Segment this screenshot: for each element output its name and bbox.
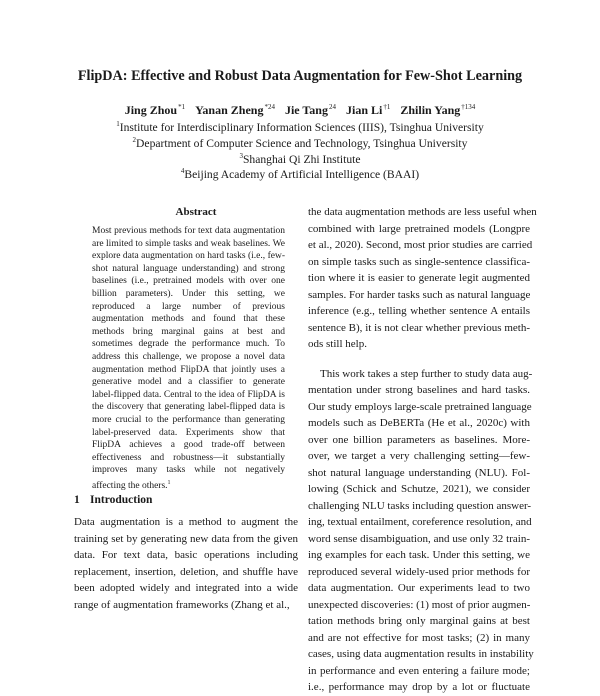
text-line: and are not effective for most tasks; (2) in many bbox=[308, 631, 530, 644]
text-line: tation methods bring only marginal gains at best bbox=[308, 615, 530, 627]
affiliation-text: Shanghai Qi Zhi Institute bbox=[242, 153, 361, 166]
author-name bbox=[346, 103, 390, 117]
text-line: shot natural language understanding (NLU). Fol- bbox=[308, 466, 530, 479]
author-marks: †134 bbox=[461, 103, 476, 111]
author-marks: *24 bbox=[264, 103, 275, 111]
right-column bbox=[308, 204, 537, 696]
author-name bbox=[125, 103, 185, 117]
author-name bbox=[285, 103, 336, 117]
abstract-heading: Abstract bbox=[175, 206, 217, 218]
text-line: combined with large pretrained models (Longpre bbox=[308, 222, 530, 235]
section-heading bbox=[74, 493, 152, 507]
text-line: over one billion parameters as baselines. More- bbox=[308, 433, 530, 446]
author-marks: †1 bbox=[383, 103, 391, 111]
author-name-text: Yanan Zheng bbox=[195, 103, 264, 117]
affiliation-mark: 2 bbox=[132, 136, 137, 144]
text-line: This work takes a step further to study data aug- bbox=[320, 367, 533, 380]
text-line: sentence B), it is not clear whether previous meth- bbox=[308, 321, 530, 334]
section-number: 1 bbox=[74, 494, 80, 506]
text-line: word sense disambiguation, and use only 32 train- bbox=[308, 532, 530, 545]
paragraph-gap bbox=[308, 353, 530, 366]
author-name-text: Zhilin Yang bbox=[400, 103, 461, 117]
author-name bbox=[400, 103, 475, 117]
text-line: unexpected discoveries: (1) most of prior augmen- bbox=[308, 598, 531, 611]
author-name-text: Jing Zhou bbox=[124, 103, 178, 117]
text-line: inference (e.g., telling whether sentence A entails bbox=[308, 305, 530, 317]
text-line: on simple tasks such as single-sentence classifica- bbox=[308, 255, 530, 268]
affiliation-line bbox=[0, 163, 600, 183]
abstract-text: Most previous methods for text data augmentation are limited to simple tasks and weak baselines. We explore data augmentation on hard tasks (i.e., few-shot natural language understanding) and strong baselines (i.e., pretrained models with over one billion parameters). Under this setting, we reproduced a large number of previous augmentation methods and found that these methods bring marginal gains at best and sometimes degrade the performance much. To address this challenge, we propose a novel data augmentation method FlipDA that jointly uses a generative model and a classifier to generate label-flipped data. Central to the idea of FlipDA is the discovery that generating label-flipped data is more crucial to the performance than generating label-preserved data. Experiments show that FlipDA achieves a good trade-off between effectiveness and robustness—it substantially improves many tasks while not negatively affecting the others. bbox=[92, 226, 285, 491]
text-line: lowing (Schick and Schutze, 2021), we consider bbox=[308, 483, 530, 495]
author-name-text: Jie Tang bbox=[284, 103, 328, 117]
paper-title: FlipDA: Effective and Robust Data Augmentation for Few-Shot Learning bbox=[77, 68, 523, 84]
affiliation-mark: 4 bbox=[180, 167, 185, 175]
author-name bbox=[195, 103, 275, 117]
author-marks: 24 bbox=[328, 103, 336, 111]
text-line: data augmentation. Our experiments lead to two bbox=[308, 582, 530, 594]
text-line: challenging NLU tasks including question answer- bbox=[308, 499, 532, 512]
text-line: models such as DeBERTa (He et al., 2020c) with bbox=[308, 417, 530, 429]
affiliation-text: Department of Computer Science and Technology, Tsinghua University bbox=[136, 137, 468, 150]
text-line: et al., 2020). Second, most prior studies are carried bbox=[308, 239, 533, 251]
introduction-paragraph: Data augmentation is a method to augment the training set by generating new data from the given data. For text data, basic operations including replacement, insertion, deletion, and shuffle have been adopted widely and integrated into a wide range of augmentation frameworks (Zhang et al., bbox=[74, 516, 298, 611]
text-line: reproduced several widely-used prior methods for bbox=[308, 565, 530, 578]
text-line: in performance and even entering a failure mode; bbox=[308, 664, 530, 677]
text-line: i.e., performance may drop by a lot or fluctuate bbox=[308, 681, 530, 693]
footnote-mark: 1 bbox=[167, 479, 171, 486]
text-line: the data augmentation methods are less useful when bbox=[308, 206, 537, 218]
text-line: ods still help. bbox=[308, 338, 367, 350]
text-line: cases, using data augmentation results in instability bbox=[308, 648, 534, 660]
affiliation-mark: 3 bbox=[239, 152, 243, 160]
text-line: over, we target a very challenging setting—few- bbox=[308, 450, 530, 462]
abstract-body bbox=[92, 225, 285, 492]
affiliation-mark: 1 bbox=[116, 120, 120, 128]
text-line: samples. For harder tasks such as natural language bbox=[308, 288, 531, 301]
text-line: mentation under strong baselines and hard tasks. bbox=[308, 384, 530, 396]
author-name-text: Jian Li bbox=[345, 103, 383, 117]
author-marks: *1 bbox=[178, 103, 186, 111]
text-line: tion where it is easier to generate legit augmented bbox=[308, 272, 530, 284]
affiliation-text: Institute for Interdisciplinary Information Sciences (IIIS), Tsinghua University bbox=[119, 121, 484, 134]
text-line: ing, textual entailment, coreference resolution, and bbox=[308, 516, 532, 528]
section-title: Introduction bbox=[90, 494, 153, 506]
text-line: ing examples for each task. Under this setting, we bbox=[308, 549, 530, 561]
affiliation-text: Beijing Academy of Artificial Intelligence (BAAI) bbox=[184, 168, 420, 181]
text-line: Our study employs large-scale pretrained language bbox=[308, 400, 532, 413]
